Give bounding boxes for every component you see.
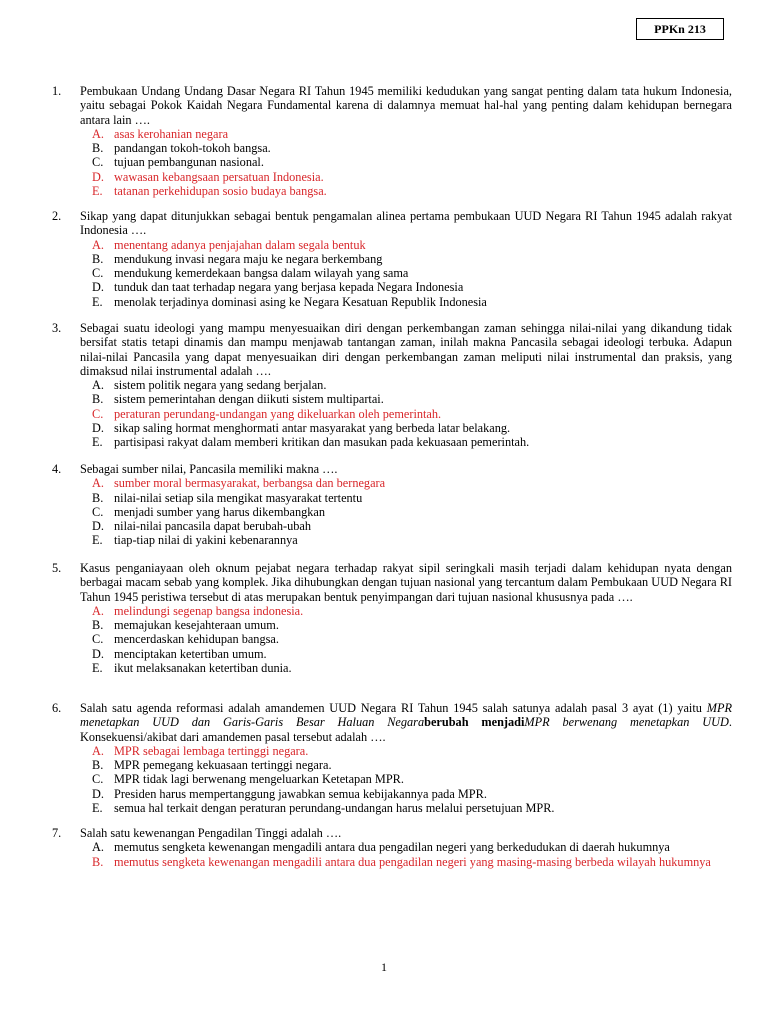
option-b bbox=[92, 758, 732, 772]
question-text-part: . Konsekuensi/akibat dari amandemen pasal tersebut adalah …. bbox=[80, 715, 732, 744]
subject-code-box: PPKn 213 bbox=[636, 18, 724, 40]
option-text: sistem pemerintahan dengan diikuti sistem multipartai. bbox=[114, 392, 384, 407]
question-2 bbox=[52, 209, 732, 309]
question-6 bbox=[52, 701, 732, 815]
option-d bbox=[92, 170, 732, 184]
option-e bbox=[92, 661, 732, 675]
option-e bbox=[92, 801, 732, 815]
options-list bbox=[92, 238, 732, 309]
option-c bbox=[92, 407, 732, 421]
option-text: mencerdaskan kehidupan bangsa. bbox=[114, 632, 279, 647]
option-letter: D. bbox=[92, 169, 104, 184]
option-text: mendukung kemerdekaan bangsa dalam wilayah yang sama bbox=[114, 266, 409, 281]
question-text-italic: MPR menetapkan UUD dan Garis-Garis Besar Haluan Negara bbox=[80, 701, 732, 730]
option-letter: A. bbox=[92, 378, 104, 393]
option-letter: D. bbox=[92, 519, 104, 534]
option-letter: A. bbox=[92, 476, 104, 491]
option-a bbox=[92, 744, 732, 758]
option-text: pandangan tokoh-tokoh bangsa. bbox=[114, 141, 271, 156]
option-c bbox=[92, 266, 732, 280]
option-d bbox=[92, 647, 732, 661]
option-a bbox=[92, 840, 732, 854]
question-text: Sikap yang dapat ditunjukkan sebagai bentuk pengamalan alinea pertama pembukaan UUD Negara RI Tahun 1945 adalah rakyat Indonesia …. bbox=[80, 209, 732, 238]
option-text: tunduk dan taat terhadap negara yang berjasa kepada Negara Indonesia bbox=[114, 280, 464, 295]
option-text: mendukung invasi negara maju ke negara berkembang bbox=[114, 251, 383, 266]
question-text: Sebagai suatu ideologi yang mampu menyesuaikan diri dengan perkembangan zaman sehingga nilai-nilai yang dikandung tidak bersifat statis tetapi dinamis dan mampu menjawab tantangan zaman, inilah makna Pancasila sebagai ideologi terbuka. Adapun nilai-nilai Pancasila yang dapat menyesuaikan diri dengan perkembangan zaman meliputi nilai instrumental dan praksis, yang dimaksud nilai instrumental adalah …. bbox=[80, 321, 732, 378]
option-text: menolak terjadinya dominasi asing ke Negara Kesatuan Republik Indonesia bbox=[114, 294, 487, 309]
option-b bbox=[92, 855, 732, 869]
option-text: MPR tidak lagi berwenang mengeluarkan Ketetapan MPR. bbox=[114, 772, 404, 787]
option-b bbox=[92, 392, 732, 406]
option-text: tujuan pembangunan nasional. bbox=[114, 155, 264, 170]
option-text: peraturan perundang-undangan yang dikeluarkan oleh pemerintah. bbox=[114, 406, 442, 421]
option-letter: E. bbox=[92, 435, 103, 450]
option-e bbox=[92, 184, 732, 198]
question-1 bbox=[52, 84, 732, 198]
option-letter: D. bbox=[92, 786, 104, 801]
option-e bbox=[92, 435, 732, 449]
option-text: memajukan kesejahteraan umum. bbox=[114, 618, 279, 633]
option-text: partisipasi rakyat dalam memberi kritikan dan masukan pada kekuasaan pemerintah. bbox=[114, 435, 530, 450]
option-text: menentang adanya penjajahan dalam segala bentuk bbox=[114, 237, 366, 252]
option-text: nilai-nilai pancasila dapat berubah-ubah bbox=[114, 519, 312, 534]
question-text: Pembukaan Undang Undang Dasar Negara RI Tahun 1945 memiliki kedudukan yang sangat penting dalam tata hukum Indonesia, yaitu sebagai Pokok Kaidah Negara Fundamental karena di dalamnya memuat hal-hal yang penting dalam kehidupan bernegara antara lain …. bbox=[80, 84, 732, 127]
option-letter: C. bbox=[92, 406, 104, 421]
question-text-part: Salah satu agenda reformasi adalah amandemen UUD Negara RI Tahun 1945 salah satunya adalah pasal 3 ayat (1) yaitu bbox=[80, 701, 707, 715]
question-text: Kasus penganiayaan oleh oknum pejabat negara terhadap rakyat sipil seringkali masih terjadi dalam kehidupan nyata dengan berbagai macam sebab yang komplek. Jika dihubungkan dengan tujuan nasional yang tercantum dalam Pembukaan UUD Negara RI Tahun 1945 peristiwa tersebut di atas merupakan bentuk penyimpangan dari tujuan nasional khususnya pada …. bbox=[80, 561, 732, 604]
option-letter: C. bbox=[92, 772, 104, 787]
option-letter: B. bbox=[92, 618, 104, 633]
question-text: Sebagai sumber nilai, Pancasila memiliki makna …. bbox=[80, 462, 338, 476]
option-d bbox=[92, 421, 732, 435]
option-letter: A. bbox=[92, 603, 104, 618]
option-letter: C. bbox=[92, 632, 104, 647]
option-a bbox=[92, 476, 732, 490]
option-text: sikap saling hormat menghormati antar masyarakat yang berbeda latar belakang. bbox=[114, 421, 511, 436]
question-number: 5. bbox=[52, 561, 62, 575]
option-text: memutus sengketa kewenangan mengadili antara dua pengadilan negeri yang masing-masing berbeda wilayah hukumnya bbox=[114, 854, 711, 869]
option-a bbox=[92, 378, 732, 392]
option-text: Presiden harus mempertanggung jawabkan semua kebijakannya pada MPR. bbox=[114, 786, 487, 801]
option-letter: D. bbox=[92, 280, 104, 295]
option-letter: A. bbox=[92, 840, 104, 855]
option-e bbox=[92, 533, 732, 547]
question-number: 6. bbox=[52, 701, 62, 715]
option-c bbox=[92, 505, 732, 519]
option-letter: A. bbox=[92, 743, 104, 758]
option-b bbox=[92, 491, 732, 505]
option-text: menjadi sumber yang harus dikembangkan bbox=[114, 504, 326, 519]
question-5 bbox=[52, 561, 732, 675]
option-letter: A. bbox=[92, 126, 104, 141]
option-c bbox=[92, 632, 732, 646]
option-e bbox=[92, 295, 732, 309]
option-letter: D. bbox=[92, 421, 104, 436]
option-letter: B. bbox=[92, 758, 104, 773]
option-c bbox=[92, 772, 732, 786]
option-letter: B. bbox=[92, 392, 104, 407]
option-text: sistem politik negara yang sedang berjalan. bbox=[114, 378, 327, 393]
option-text: sumber moral bermasyarakat, berbangsa dan bernegara bbox=[114, 476, 386, 491]
question-number: 1. bbox=[52, 84, 62, 98]
option-letter: B. bbox=[92, 251, 104, 266]
option-b bbox=[92, 141, 732, 155]
option-letter: E. bbox=[92, 533, 103, 548]
question-text-italic: MPR berwenang menetapkan UUD bbox=[524, 715, 729, 730]
option-letter: B. bbox=[92, 141, 104, 156]
options-list bbox=[92, 840, 732, 869]
option-letter: D. bbox=[92, 646, 104, 661]
question-text: Salah satu kewenangan Pengadilan Tinggi adalah …. bbox=[80, 826, 342, 840]
question-4 bbox=[52, 462, 732, 548]
option-text: MPR pemegang kekuasaan tertinggi negara. bbox=[114, 758, 332, 773]
option-a bbox=[92, 604, 732, 618]
question-text bbox=[80, 701, 732, 744]
option-text: asas kerohanian negara bbox=[114, 126, 229, 141]
option-text: memutus sengketa kewenangan mengadili antara dua pengadilan negeri yang berkedudukan di daerah hukumnya bbox=[114, 840, 670, 855]
option-text: tiap-tiap nilai di yakini kebenarannya bbox=[114, 533, 298, 548]
option-a bbox=[92, 127, 732, 141]
option-letter: C. bbox=[92, 155, 104, 170]
options-list bbox=[92, 604, 732, 675]
option-text: nilai-nilai setiap sila mengikat masyarakat tertentu bbox=[114, 490, 363, 505]
question-number: 3. bbox=[52, 321, 62, 335]
option-d bbox=[92, 787, 732, 801]
question-text-bold: berubah menjadi bbox=[424, 715, 525, 730]
option-d bbox=[92, 519, 732, 533]
options-list bbox=[92, 476, 732, 547]
option-letter: A. bbox=[92, 237, 104, 252]
question-number: 7. bbox=[52, 826, 62, 840]
options-list bbox=[92, 744, 732, 815]
option-letter: E. bbox=[92, 184, 103, 199]
option-letter: E. bbox=[92, 661, 103, 676]
question-number: 4. bbox=[52, 462, 62, 476]
option-c bbox=[92, 155, 732, 169]
option-letter: C. bbox=[92, 266, 104, 281]
option-text: menciptakan ketertiban umum. bbox=[114, 646, 267, 661]
option-text: tatanan perkehidupan sosio budaya bangsa. bbox=[114, 184, 327, 199]
option-letter: E. bbox=[92, 801, 103, 816]
option-letter: E. bbox=[92, 294, 103, 309]
option-a bbox=[92, 238, 732, 252]
option-b bbox=[92, 618, 732, 632]
option-letter: B. bbox=[92, 854, 104, 869]
question-7 bbox=[52, 826, 732, 869]
option-text: wawasan kebangsaan persatuan Indonesia. bbox=[114, 169, 324, 184]
options-list bbox=[92, 378, 732, 449]
option-b bbox=[92, 252, 732, 266]
option-text: melindungi segenap bangsa indonesia. bbox=[114, 603, 304, 618]
question-3 bbox=[52, 321, 732, 450]
option-letter: C. bbox=[92, 504, 104, 519]
option-letter: B. bbox=[92, 490, 104, 505]
option-d bbox=[92, 280, 732, 294]
page-number: 1 bbox=[381, 960, 387, 974]
options-list bbox=[92, 127, 732, 198]
option-text: ikut melaksanakan ketertiban dunia. bbox=[114, 661, 292, 676]
option-text: MPR sebagai lembaga tertinggi negara. bbox=[114, 743, 309, 758]
question-number: 2. bbox=[52, 209, 62, 223]
option-text: semua hal terkait dengan peraturan perundang-undangan harus melalui persetujuan MPR. bbox=[114, 801, 555, 816]
